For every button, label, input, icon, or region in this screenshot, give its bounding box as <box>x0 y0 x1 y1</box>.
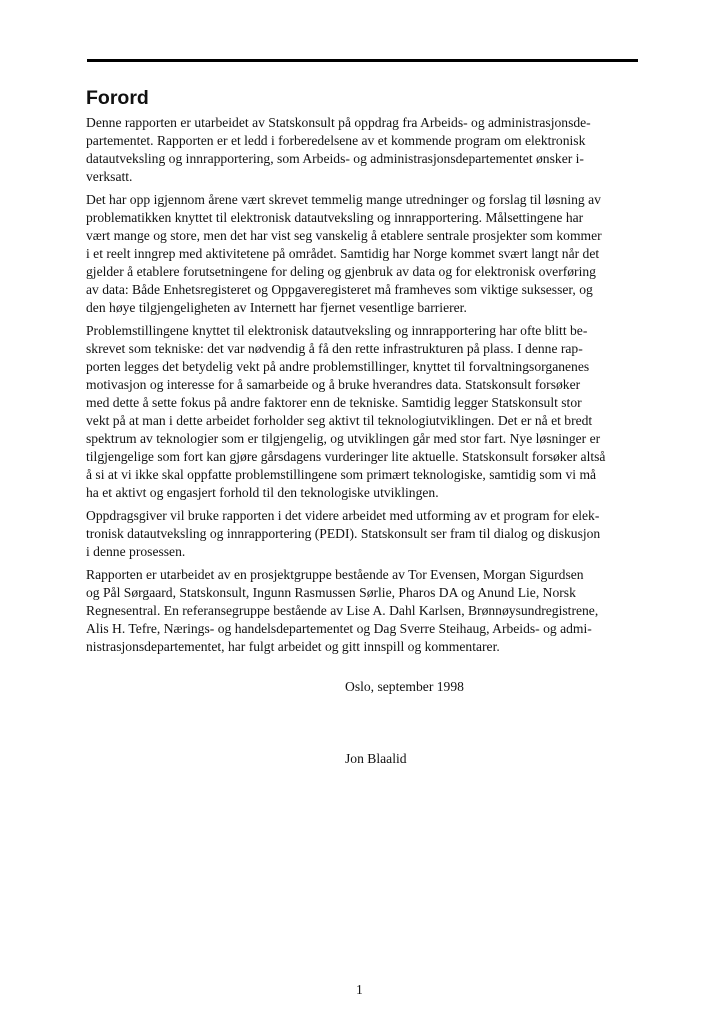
text-line: Oppdragsgiver vil bruke rapporten i det videre arbeidet med utforming av et program for elek- <box>86 508 600 523</box>
text-line: nistrasjonsdepartementet, har fulgt arbeidet og gitt innspill og kommentarer. <box>86 639 500 654</box>
text-line: motivasjon og interesse for å samarbeide og å bruke hverandres data. Statskonsult forsøker <box>86 377 581 392</box>
text-line: av data: Både Enhetsregisteret og Oppgaveregisteret må framheves som viktige suksesser, og <box>86 282 593 297</box>
text-line: i denne prosessen. <box>86 544 186 559</box>
text-line: spektrum av teknologier som er tilgjengelig, og utviklingen går med stor fart. Nye løsninger er <box>86 431 601 446</box>
text-line: vekt på at man i dette arbeidet forholder seg aktivt til teknologiutviklingen. Det er nå et bredt <box>86 413 593 428</box>
paragraph <box>86 566 640 656</box>
text-line: tronisk datautveksling og innrapportering (PEDI). Statskonsult ser fram til dialog og diskusjon <box>86 526 601 541</box>
text-line: den høye tilgjengeligheten av Internett har fjernet vesentlige barrierer. <box>86 300 467 315</box>
text-line: og Pål Sørgaard, Statskonsult, Ingunn Rasmussen Sørlie, Pharos DA og Anund Lie, Norsk <box>86 585 576 600</box>
body-text <box>86 114 640 661</box>
page-title: Forord <box>86 87 149 109</box>
text-line: ha et aktivt og engasjert forhold til den teknologiske utviklingen. <box>86 485 439 500</box>
text-line: å si at vi ikke skal oppfatte problemstillingene som primært teknologiske, samtidig som vi må <box>86 467 597 482</box>
paragraph <box>86 191 640 317</box>
text-line: vært mange og store, men det har vist seg vanskelig å etablere sentrale prosjekter som kommer <box>86 228 602 243</box>
top-rule <box>87 59 638 62</box>
page-number: 1 <box>356 982 363 997</box>
text-line: Det har opp igjennom årene vært skrevet temmelig mange utredninger og forslag til løsning av <box>86 192 601 207</box>
text-line: skrevet som tekniske: det var nødvendig å få den rette infrastrukturen på plass. I denne rap- <box>86 341 583 356</box>
place-date: Oslo, september 1998 <box>345 679 464 694</box>
text-line: partementet. Rapporten er et ledd i forberedelsene av et kommende program om elektronisk <box>86 133 586 148</box>
text-line: Denne rapporten er utarbeidet av Statskonsult på oppdrag fra Arbeids- og administrasjonsde- <box>86 115 591 130</box>
text-line: datautveksling og innrapportering, som Arbeids- og administrasjonsdepartementet ønsker i- <box>86 151 584 166</box>
paragraph <box>86 114 640 186</box>
paragraph <box>86 507 640 561</box>
text-line: verksatt. <box>86 169 133 184</box>
signature-name: Jon Blaalid <box>345 751 407 766</box>
text-line: gjelder å etablere forutsetningene for deling og gjenbruk av data og for elektronisk overføring <box>86 264 596 279</box>
text-line: porten legges det betydelig vekt på andre problemstillinger, knyttet til forvaltningsorganenes <box>86 359 590 374</box>
paragraph <box>86 322 640 502</box>
text-line: Alis H. Tefre, Nærings- og handelsdepartementet og Dag Sverre Steihaug, Arbeids- og admi- <box>86 621 592 636</box>
text-line: tilgjengelige som fort kan gjøre gårsdagens vurderinger lite aktuelle. Statskonsult forsøker altså <box>86 449 606 464</box>
text-line: Rapporten er utarbeidet av en prosjektgruppe bestående av Tor Evensen, Morgan Sigurdsen <box>86 567 584 582</box>
text-line: Regnesentral. En referansegruppe bestående av Lise A. Dahl Karlsen, Brønnøysundregistrene, <box>86 603 599 618</box>
text-line: i et reelt inngrep med aktivitetene på området. Samtidig har Norge kommet svært langt når det <box>86 246 600 261</box>
text-line: Problemstillingene knyttet til elektronisk datautveksling og innrapportering har ofte blitt be- <box>86 323 588 338</box>
text-line: problematikken knyttet til elektronisk datautveksling og innrapportering. Målsettingene har <box>86 210 584 225</box>
text-line: med dette å sette fokus på andre faktorer enn de tekniske. Samtidig legger Statskonsult stor <box>86 395 582 410</box>
